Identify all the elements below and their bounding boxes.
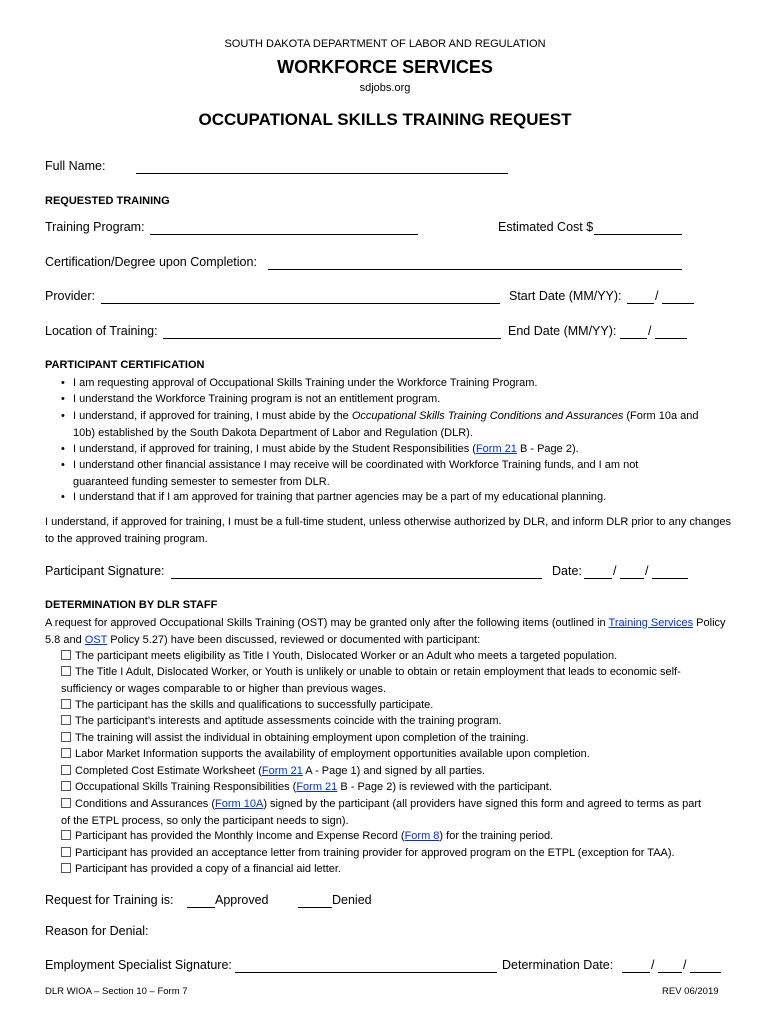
- participant-date-label: Date:: [552, 564, 582, 578]
- checkbox[interactable]: [61, 847, 71, 857]
- checkbox[interactable]: [61, 765, 71, 775]
- approved-label: Approved: [215, 893, 269, 907]
- start-year-field[interactable]: [662, 303, 694, 304]
- checkbox[interactable]: [61, 781, 71, 791]
- checkbox[interactable]: [61, 798, 71, 808]
- participant-signature-label: Participant Signature:: [45, 564, 165, 578]
- end-year-field[interactable]: [655, 338, 687, 339]
- specialist-signature-label: Employment Specialist Signature:: [45, 958, 232, 972]
- website: sdjobs.org: [359, 82, 411, 94]
- list-item: • I understand other financial assistance I may receive will be coordinated with Workforce Training funds, and I am not guaranteed funding semester to semester from DLR.: [61, 459, 639, 488]
- participant-date-day[interactable]: [620, 578, 644, 579]
- determination-date-day[interactable]: [658, 972, 682, 973]
- form-10a-link[interactable]: Form 10A: [215, 798, 264, 810]
- reason-label: Reason for Denial:: [45, 924, 149, 938]
- estimated-cost-label: Estimated Cost $: [498, 220, 594, 234]
- start-date-label: Start Date (MM/YY):: [509, 289, 622, 303]
- page-title: OCCUPATIONAL SKILLS TRAINING REQUEST: [198, 110, 572, 129]
- ost-link[interactable]: OST: [84, 633, 108, 646]
- checklist-item[interactable]: Conditions and Assurances (Form 10A) signed by the participant (all providers have signed this form and agreed to terms as part of the ETPL process, so only the participant needs to sign).: [61, 798, 702, 827]
- checkbox[interactable]: [61, 666, 71, 676]
- approved-field[interactable]: [187, 907, 215, 908]
- checkbox[interactable]: [61, 830, 71, 840]
- estimated-cost-field[interactable]: [594, 234, 682, 235]
- training-program-field[interactable]: [150, 234, 418, 235]
- determination-date-month[interactable]: [622, 972, 650, 973]
- checkbox[interactable]: [61, 732, 71, 742]
- agency-name: SOUTH DAKOTA DEPARTMENT OF LABOR AND REGULATION: [224, 38, 546, 50]
- certification-label: Certification/Degree upon Completion:: [45, 255, 257, 269]
- full-name-label: Full Name:: [45, 159, 106, 173]
- determination-date-year[interactable]: [690, 972, 721, 973]
- division-title: WORKFORCE SERVICES: [277, 57, 493, 77]
- provider-field[interactable]: [101, 303, 500, 304]
- determination-heading: DETERMINATION BY DLR STAFF: [45, 599, 218, 611]
- checkbox[interactable]: [61, 650, 71, 660]
- checkbox[interactable]: [61, 715, 71, 725]
- training-program-label: Training Program:: [45, 220, 145, 234]
- checkbox[interactable]: [61, 863, 71, 873]
- form-8-link[interactable]: Form 8: [404, 830, 440, 842]
- checklist-item[interactable]: The Title I Adult, Dislocated Worker, or Youth is unlikely or unable to obtain or retain employment that leads to economic self-sufficiency or wages comparable to or higher than previous wages.: [61, 666, 681, 695]
- certification-paragraph: I understand, if approved for training, I must be a full-time student, unless otherwise authorized by DLR, and inform DLR prior to any changes to the approved training program.: [45, 516, 732, 545]
- participant-signature-field[interactable]: [171, 578, 542, 579]
- determination-intro: A request for approved Occupational Skills Training (OST) may be granted only after the following items (outlined in Training Services Policy 5.8 and OST Policy 5.27) have been discussed, reviewed or documented with participant:: [45, 617, 726, 646]
- end-date-label: End Date (MM/YY):: [508, 324, 617, 338]
- location-field[interactable]: [163, 338, 501, 339]
- certification-field[interactable]: [268, 269, 682, 270]
- list-item: • I understand, if approved for training, I must abide by the Occupational Skills Training Conditions and Assurances (Form 10a and 10b) established by the South Dakota Department of Labor and Regulation (DLR).: [61, 410, 699, 439]
- denied-label: Denied: [332, 893, 372, 907]
- participant-date-year[interactable]: [652, 578, 688, 579]
- request-label: Request for Training is:: [45, 893, 174, 907]
- end-month-field[interactable]: [620, 338, 647, 339]
- form-21-link[interactable]: Form 21: [475, 443, 517, 455]
- footer-form-id: DLR WIOA – Section 10 – Form 7: [45, 986, 188, 997]
- form-21-link[interactable]: Form 21: [296, 781, 338, 793]
- checkbox[interactable]: [61, 748, 71, 758]
- determination-date-label: Determination Date:: [502, 958, 614, 972]
- training-services-link[interactable]: Training Services: [608, 617, 694, 629]
- start-month-field[interactable]: [627, 303, 654, 304]
- checkbox[interactable]: [61, 699, 71, 709]
- form-21-link[interactable]: Form 21: [261, 765, 303, 777]
- requested-training-heading: REQUESTED TRAINING: [45, 195, 170, 207]
- participant-date-month[interactable]: [584, 578, 612, 579]
- certification-heading: PARTICIPANT CERTIFICATION: [45, 359, 205, 371]
- denied-field[interactable]: [298, 907, 332, 908]
- provider-label: Provider:: [45, 289, 96, 303]
- full-name-field[interactable]: [136, 173, 508, 174]
- footer-revision: REV 06/2019: [662, 986, 719, 997]
- specialist-signature-field[interactable]: [235, 972, 497, 973]
- location-label: Location of Training:: [45, 324, 158, 338]
